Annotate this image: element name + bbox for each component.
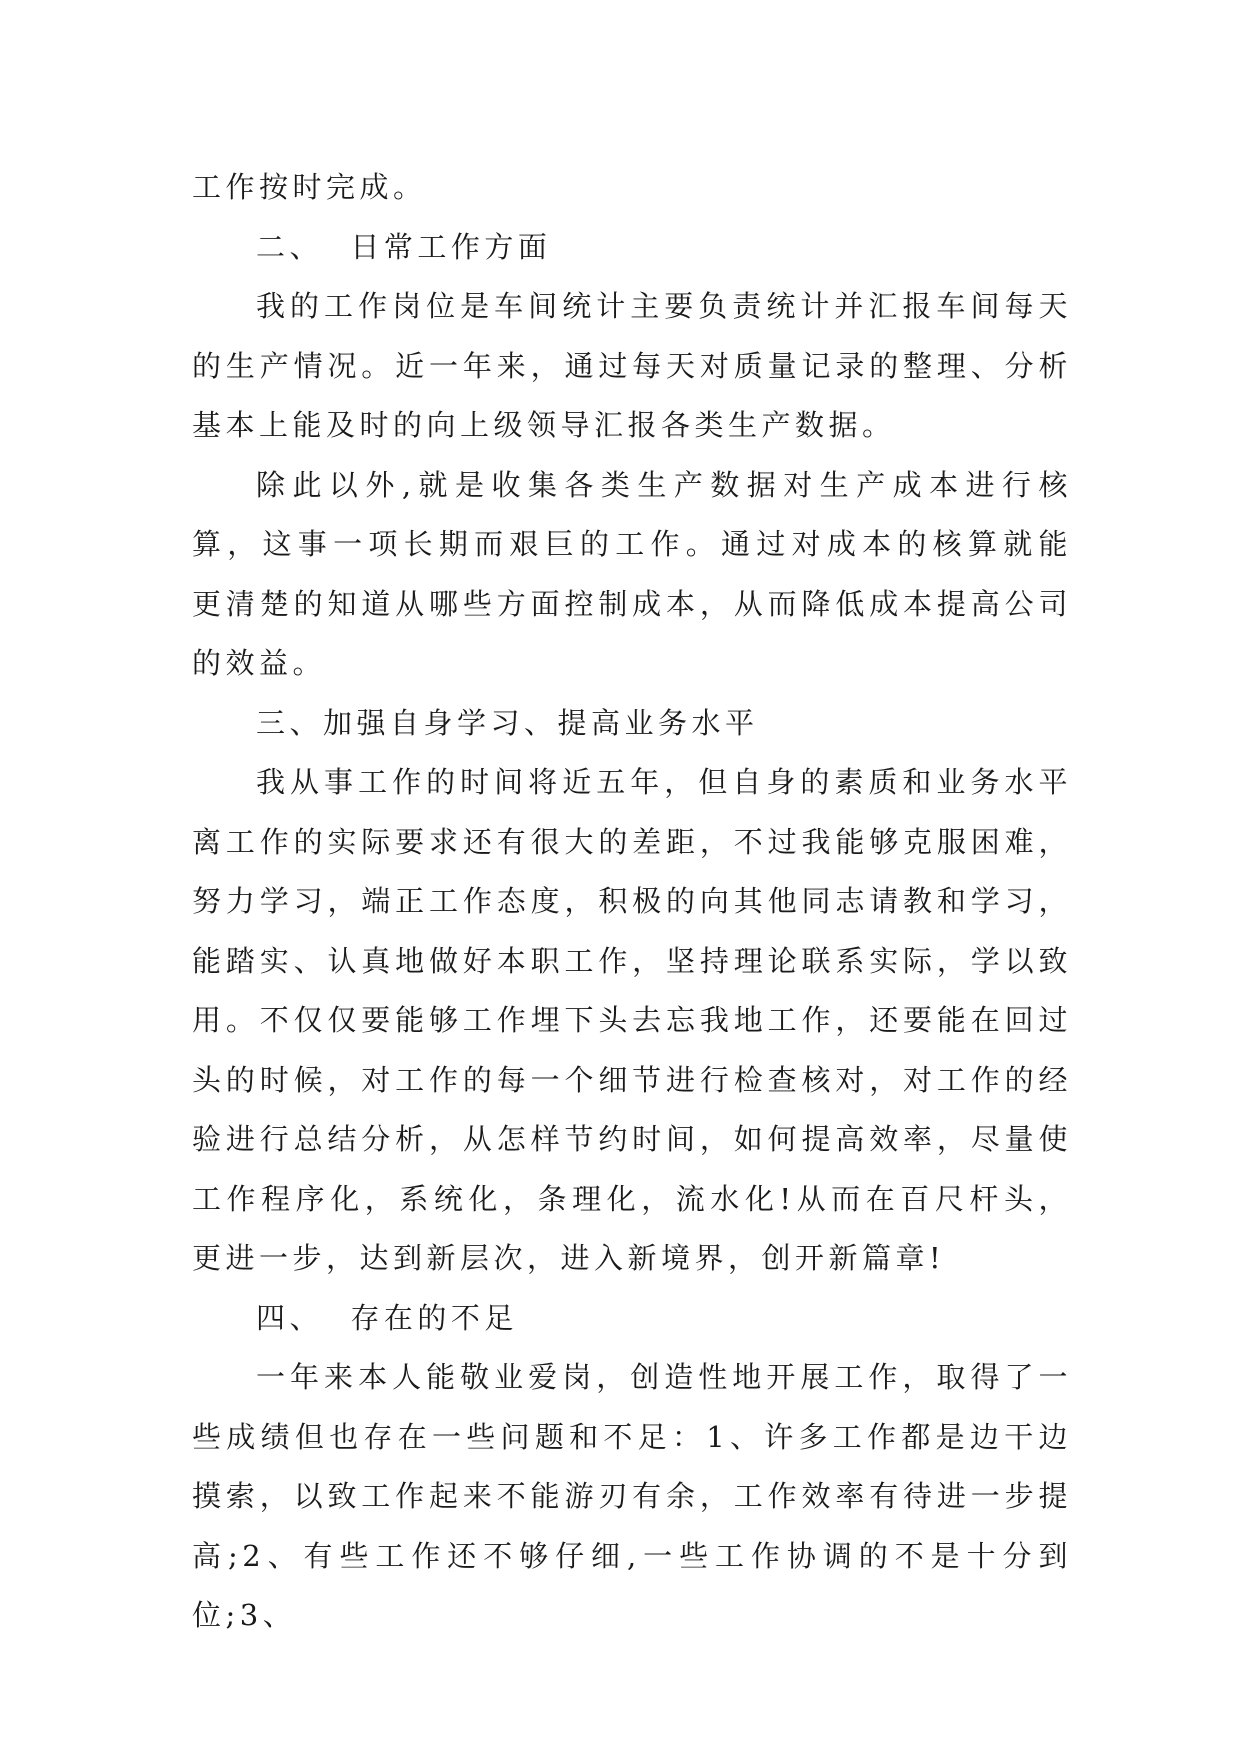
document-body [192, 158, 1072, 1646]
section-heading-self-study: 三、加强自身学习、提高业务水平 [256, 705, 759, 740]
paragraph-shortcomings: 一年来本人能敬业爱岗，创造性地开展工作，取得了一些成绩但也存在一些问题和不足：1、许多工作都是边干边摸索，以致工作起来不能游刃有余，工作效率有待进一步提高;2、有些工作还不够仔细,一些工作协调的不是十分到位;3、 [192, 1360, 1072, 1632]
paragraph-continuation: 工作按时完成。 [192, 170, 427, 204]
paragraph-daily-work-1: 我的工作岗位是车间统计主要负责统计并汇报车间每天的生产情况。近一年来，通过每天对质量记录的整理、分析基本上能及时的向上级领导汇报各类生产数据。 [192, 289, 1072, 442]
section-heading-daily-work: 二、 日常工作方面 [256, 229, 552, 264]
paragraph-self-study: 我从事工作的时间将近五年，但自身的素质和业务水平离工作的实际要求还有很大的差距，不过我能够克服困难，努力学习，端正工作态度，积极的向其他同志请教和学习，能踏实、认真地做好本职工作，坚持理论联系实际，学以致用。不仅仅要能够工作埋下头去忘我地工作，还要能在回过头的时候，对工作的每一个细节进行检查核对，对工作的经验进行总结分析，从怎样节约时间，如何提高效率，尽量使工作程序化，系统化，条理化，流水化!从而在百尺杆头，更进一步，达到新层次，进入新境界，创开新篇章! [192, 765, 1072, 1275]
paragraph-daily-work-2: 除此以外,就是收集各类生产数据对生产成本进行核算，这事一项长期而艰巨的工作。通过对成本的核算就能 更清楚的知道从哪些方面控制成本，从而降低成本提高公司的效益。 [192, 467, 1072, 680]
section-heading-shortcomings: 四、 存在的不足 [256, 1300, 518, 1335]
